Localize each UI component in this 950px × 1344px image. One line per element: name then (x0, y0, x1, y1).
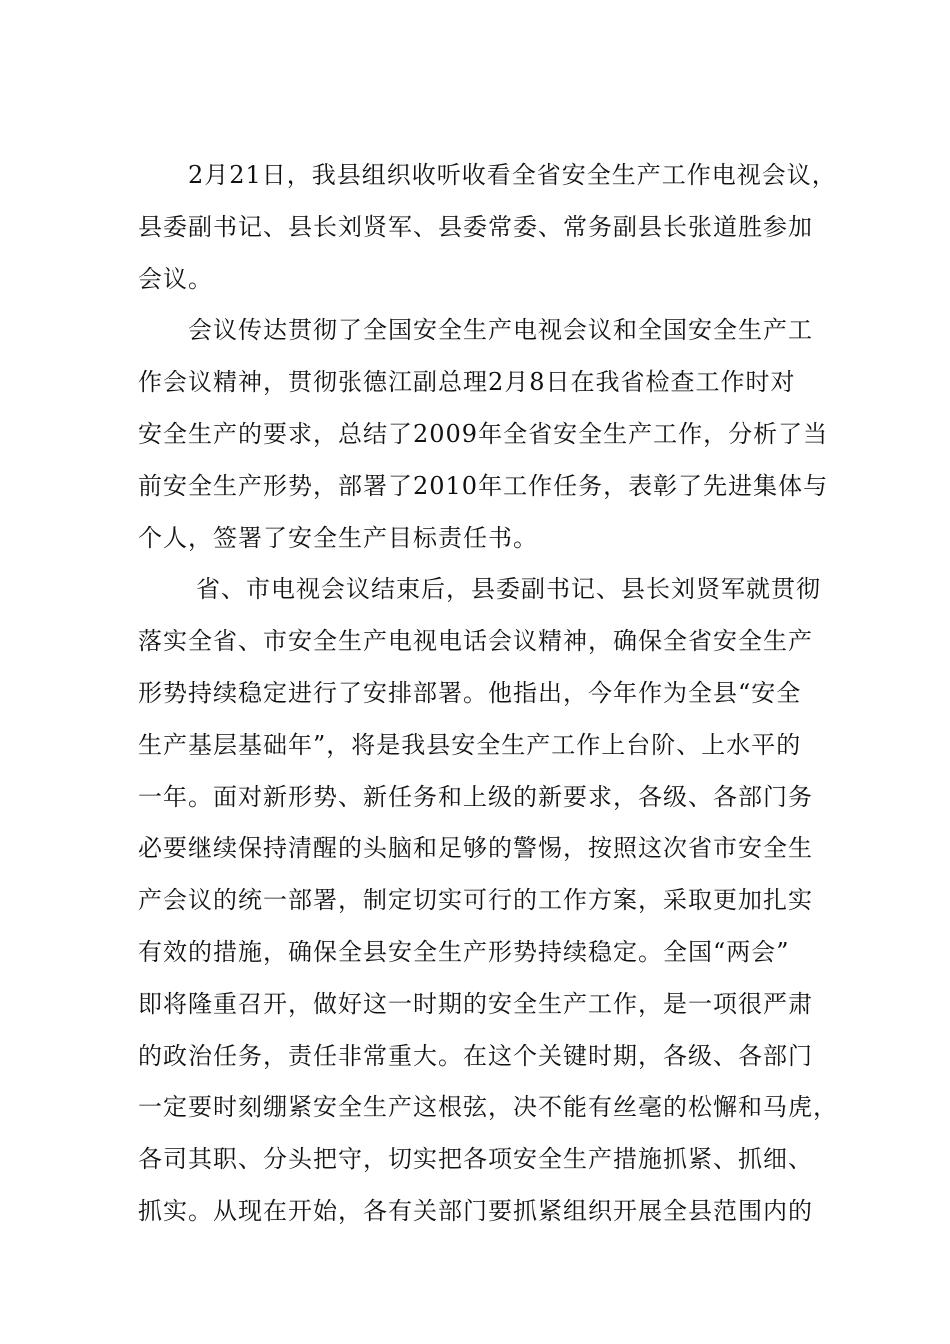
text-line: 会议。 (138, 264, 213, 293)
text-line: 各司其职、分头把守，切实把各项安全生产措施抓紧、抓细、 (138, 1145, 813, 1174)
text-line: 的政治任务，责任非常重大。在这个关键时期，各级、各部门 (138, 1041, 813, 1070)
document-body (138, 150, 838, 1238)
text-line: 必要继续保持清醒的头脑和足够的警惕，按照这次省市安全生 (138, 834, 813, 863)
text-line: 有效的措施，确保全县安全生产形势持续稳定。全国“两会” (138, 937, 790, 966)
text-line: 2月21日，我县组织收听收看全省安全生产工作电视会议， (188, 161, 837, 189)
text-line: 产会议的统一部署，制定切实可行的工作方案，采取更加扎实 (138, 886, 813, 915)
text-line: 县委副书记、县长刘贤军、县委常委、常务副县长张道胜参加 (138, 212, 813, 241)
text-line: 生产基层基础年”，将是我县安全生产工作上台阶、上水平的 (138, 730, 802, 759)
text-line: 个人，签署了安全生产目标责任书。 (138, 523, 538, 552)
text-line: 一年。面对新形势、新任务和上级的新要求，各级、各部门务 (138, 782, 813, 811)
paragraph-deployment (138, 564, 838, 1237)
text-line: 形势持续稳定进行了安排部署。他指出，今年作为全县“安全 (138, 678, 802, 707)
paragraph-meeting-content (138, 305, 838, 564)
paragraph-meeting-intro (138, 150, 838, 305)
text-line: 抓实。从现在开始，各有关部门要抓紧组织开展全县范围内的 (138, 1196, 813, 1225)
text-line: 会议传达贯彻了全国安全生产电视会议和全国安全生产工 (188, 316, 813, 345)
text-line: 一定要时刻绷紧安全生产这根弦，决不能有丝毫的松懈和马虎， (138, 1093, 838, 1122)
text-line: 安全生产的要求，总结了2009年全省安全生产工作，分析了当 (138, 419, 829, 448)
text-line: 前安全生产形势，部署了2010年工作任务，表彰了先进集体与 (138, 471, 829, 500)
text-line: 作会议精神，贯彻张德江副总理2月8日在我省检查工作时对 (138, 368, 796, 397)
text-line: 落实全省、市安全生产电视电话会议精神，确保全省安全生产 (138, 627, 813, 656)
text-line: 即将隆重召开，做好这一时期的安全生产工作，是一项很严肃 (138, 989, 813, 1018)
text-line: 省、市电视会议结束后，县委副书记、县长刘贤军就贯彻 (196, 575, 821, 604)
